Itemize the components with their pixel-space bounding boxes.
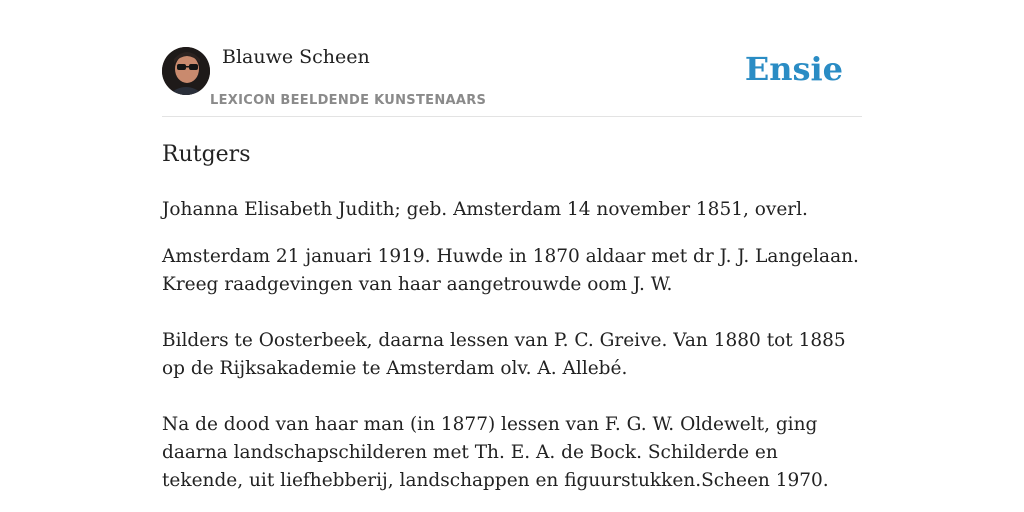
article-paragraph: Johanna Elisabeth Judith; geb. Amsterdam 14 november 1851, overl. xyxy=(162,199,808,220)
article-paragraph: Na de dood van haar man (in 1877) lessen van F. G. W. Oldewelt, ging daarna landschapschilderen met Th. E. A. de Bock. Schilderde en tekende, uit liefhebberij, landschappen en figuurstukken.Scheen 1970. xyxy=(162,414,829,491)
author-avatar[interactable] xyxy=(162,47,210,95)
article-paragraph: Bilders te Oosterbeek, daarna lessen van P. C. Greive. Van 1880 tot 1885 op de Rijksakademie te Amsterdam olv. A. Allebé. xyxy=(162,330,846,379)
article-paragraph: Amsterdam 21 januari 1919. Huwde in 1870 aldaar met dr J. J. Langelaan. Kreeg raadgevingen van haar aangetrouwde oom J. W. xyxy=(162,246,859,295)
avatar-portrait-icon xyxy=(162,47,210,95)
category-label[interactable]: LEXICON BEELDENDE KUNSTENAARS xyxy=(210,93,487,108)
article xyxy=(162,140,862,495)
article-title: Rutgers xyxy=(162,142,251,167)
ensie-logo[interactable]: Ensie xyxy=(744,50,843,88)
author-name[interactable]: Blauwe Scheen xyxy=(222,46,370,68)
header xyxy=(162,0,862,117)
